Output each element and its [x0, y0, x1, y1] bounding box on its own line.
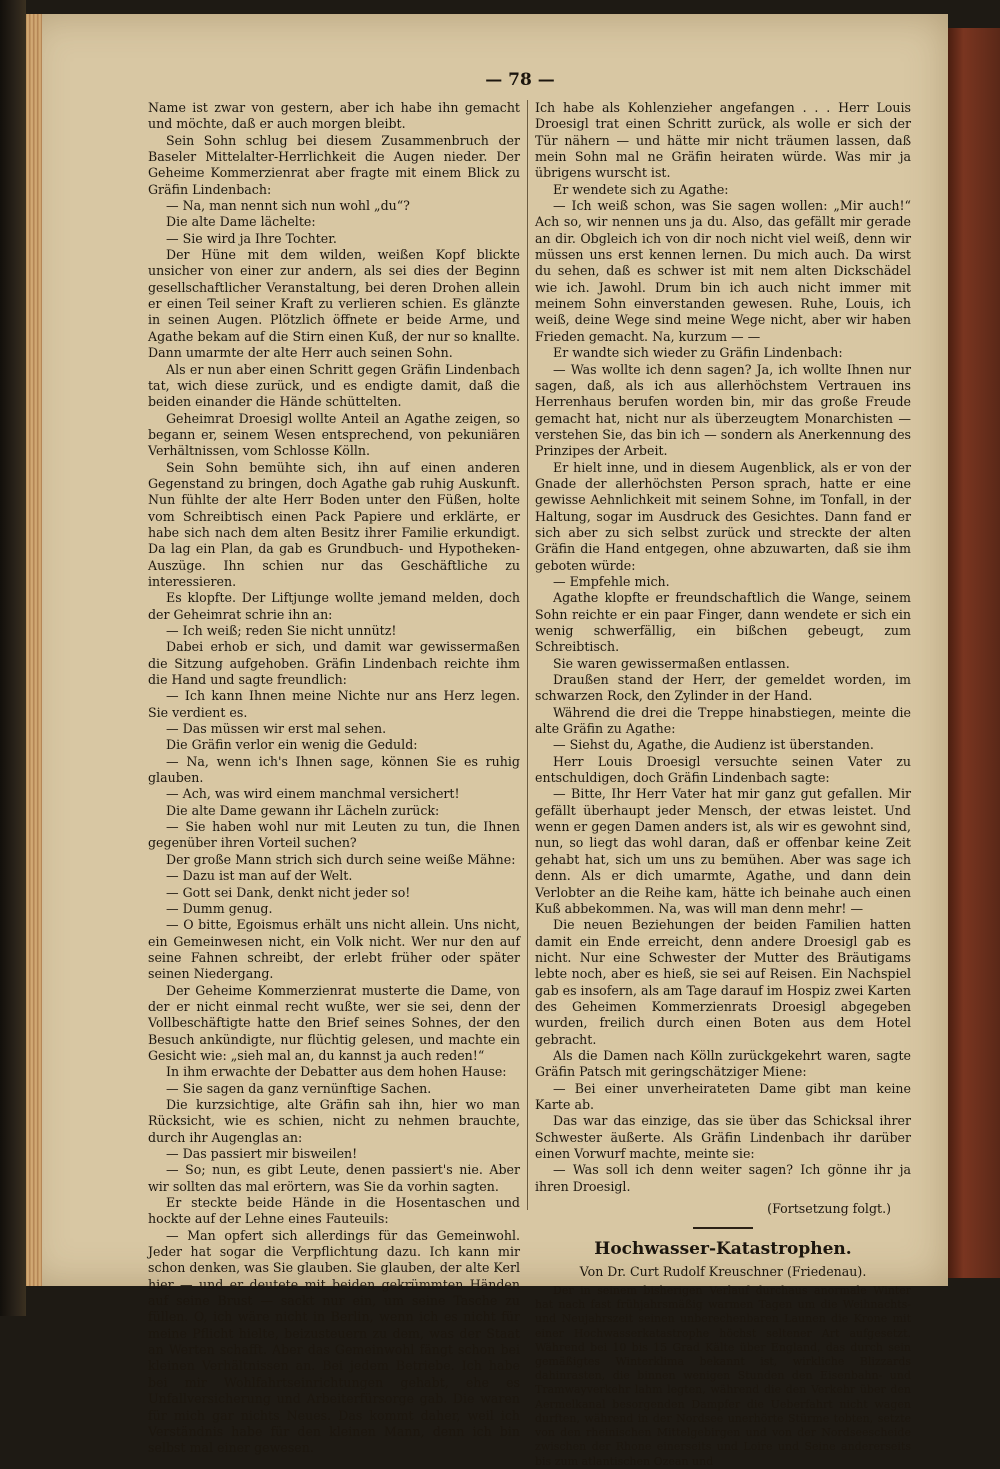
paragraph: Agathe klopfte er freundschaftlich die Wange, seinem Sohn reichte er ein paar Finger, dann wendete er sich ein wenig schwerfällig, ein bißchen gebeugt, zum Schreibtisch.	[535, 590, 911, 655]
paragraph: — Ich kann Ihnen meine Nichte nur ans Herz legen. Sie verdient es.	[148, 688, 520, 720]
paragraph: — Was soll ich denn weiter sagen? Ich gönne ihr ja ihren Droesigl.	[535, 1162, 911, 1194]
paragraph: In ihm erwachte der Debatter aus dem hohen Hause:	[166, 1064, 507, 1080]
paragraph: Die alte Dame gewann ihr Lächeln zurück:	[166, 802, 440, 818]
paragraph: Die Gräfin verlor ein wenig die Geduld:	[166, 737, 418, 753]
paragraph: — Das passiert mir bisweilen!	[166, 1146, 358, 1161]
paragraph: Er wandte sich wieder zu Gräfin Lindenbach:	[553, 345, 843, 361]
paragraph: — Empfehle mich.	[553, 573, 670, 589]
left-column	[148, 100, 520, 1456]
paragraph: Ich habe als Kohlenzieher angefangen . . . Herr Louis Droesigl trat einen Schritt zurück, als wolle er sich der Tür nähern — und hätte mir nicht träumen lassen, daß mein Sohn mal ne Gräfin heiraten würde. Was mir ja übrigens wurscht ist.	[535, 100, 911, 181]
paragraph: — Na, man nennt sich nun wohl „du“?	[166, 198, 410, 214]
paragraph: — Dazu ist man auf der Welt.	[166, 868, 353, 884]
paragraph: Der große Mann strich sich durch seine weiße Mähne:	[166, 851, 516, 867]
paragraph: — Bitte, Ihr Herr Vater hat mir ganz gut gefallen. Mir gefällt überhaupt jeder Mensch, der etwas leistet. Und wenn er gegen Damen anders ist, als wir es gewohnt sind, nun, so liegt das wohl daran, daß er offenbar keine Zeit gehabt hat, sich um uns zu bemühen. Aber was sage ich denn. Als er dich umarmte, Agathe, und dann dein Verlobter an die Reihe kam, hätte ich beinahe auch einen Kuß abbekommen. Na, was will man denn mehr! —	[535, 786, 911, 916]
right-column	[535, 100, 911, 1468]
paragraph: Geheimrat Droesigl wollte Anteil an Agathe zeigen, so begann er, seinem Wesen entsprechend, von pekuniären Verhältnissen, vom Schlosse Kölln.	[148, 410, 520, 459]
paragraph: — Gott sei Dank, denkt nicht jeder so!	[166, 884, 411, 900]
paragraph: — Sie sagen da ganz vernünftige Sachen.	[166, 1080, 432, 1096]
paragraph: Als die Damen nach Kölln zurückgekehrt waren, sagte Gräfin Patsch mit geringschätziger Miene:	[535, 1047, 911, 1080]
paragraph: — Das müssen wir erst mal sehen.	[166, 721, 387, 737]
paragraph: Die neuen Beziehungen der beiden Familien hatten damit ein Ende erreicht, denn andere Droesigl gab es nicht. Nur eine Schwester der Mutter des Bräutigams lebte noch, aber es hieß, sie sei auf Reisen. Ein Nachspiel gab es insofern, als am Tage darauf im Hospiz zwei Karten des Geheimen Kommerzienrats Droesigl abgegeben wurden, freilich durch einen Boten aus dem Hotel gebracht.	[535, 917, 911, 1047]
paragraph: Die kurzsichtige, alte Gräfin sah ihn, hier wo man Rücksicht, wie es schien, nicht zu nehmen brauchte, durch ihr Augenglas an:	[148, 1096, 520, 1145]
continued-note: (Fortsetzung folgt.)	[767, 1201, 891, 1217]
paragraph: Während die drei die Treppe hinabstiegen, meinte die alte Gräfin zu Agathe:	[535, 704, 911, 737]
paragraph: — Dumm genug.	[166, 900, 273, 916]
paragraph: Das war das einzige, das sie über das Schicksal ihrer Schwester äußerte. Als Gräfin Lindenbach ihr darüber einen Vorwurf machte, meinte sie:	[535, 1113, 911, 1161]
cover-edge	[948, 28, 1000, 1278]
paragraph: Als er nun aber einen Schritt gegen Gräfin Lindenbach tat, wich diese zurück, und es endigte damit, daß die beiden einander die Hände schüttelten.	[148, 361, 520, 410]
paragraph: — Ich weiß; reden Sie nicht unnütz!	[166, 623, 397, 638]
book-binding	[0, 0, 26, 1316]
paragraph: Er hielt inne, und in diesem Augenblick, als er von der Gnade der allerhöchsten Person sprach, hatte er eine gewisse Aehnlichkeit mit seinem Sohne, im Tonfall, in der Haltung, sogar im Ausdruck des Gesichtes. Dann fand er sich aber zu sich selbst zurück und streckte der alten Gräfin die Hand entgegen, ohne abzuwarten, daß sie ihm geboten würde:	[535, 459, 911, 573]
article-byline: Von Dr. Curt Rudolf Kreuschner (Friedenau).	[579, 1263, 867, 1279]
paragraph: — Ach, was wird einem manchmal versichert!	[166, 786, 460, 802]
section-rule	[693, 1227, 753, 1229]
paragraph: — Sie haben wohl nur mit Leuten zu tun, die Ihnen gegenüber ihren Vorteil suchen?	[148, 819, 520, 851]
paragraph: Draußen stand der Herr, der gemeldet worden, im schwarzen Rock, den Zylinder in der Hand.	[535, 672, 911, 704]
paragraph: Der in seinem bisherigen Verlauf durchaus anormale Winter hat nach fast frühjahrsmäßig warmen Tagen um die Weihnachts- und Neujahrszeit seinen unberechenbaren Launen die Krone mit einer Hochwasserkatastrophe höchst seltener Art aufgesetzt. Während bei 10 bis 15 Grad Kälte über England, das durch sein gemäßigtes Winterklima bekannt ist, wirkliche Blizzards dahinrasten, die binnen wenigen Stunden den Eisenbahn- und Tramwayverkehr lahm legten, während die den Verkehr über den Aermelkanal besorgenden Dampfer die Ueberfahrt nicht wagen durften, während in der Nordsee unerhörte Stürme tobten, setzte von den rheinischen Mittelgebirgen und von der Nordseescheide zwischen der Rhone einerseits und Loire und Seine andererseits bis zum atlantischen Ozean und	[535, 1284, 911, 1468]
paragraph: Dabei erhob er sich, und damit war gewissermaßen die Sitzung aufgehoben. Gräfin Lindenbach reichte ihm die Hand und sagte freundlich:	[148, 639, 520, 688]
paragraph: — Man opfert sich allerdings für das Gemeinwohl. Jeder hat sogar die Verpflichtung dazu. Ich kann mir schon denken, was Sie glauben. Sie glauben, der alte Kerl hier — und er deutete mit beiden gekrümmten Händen auf seine Brust — sackt nur ein, um seine Tasche zu füllen. O, ich wäre nicht in Berlin, wenn ich es nicht für meine Pflicht hielte, beizusteuern zu dem, was der Staat an Werten schafft. Aber das Gemeinwohl fängt schon bei kleinen Verhältnissen an. Bei jedem Betriebe. Ich habe bei mir Wohlfahrtseinrichtungen gehabt, ehe es Unfallversicherung und Arbeiterfürsorge gab. Die waren für mich gar nichts Neues. Das kommt daher, weil ich Verständnis habe für den kleinen Mann, denn ich bin selbst mal einer gewesen.	[148, 1227, 520, 1456]
paragraph: — O bitte, Egoismus erhält uns nicht allein. Uns nicht, ein Gemeinwesen nicht, ein Volk nicht. Wer nur den auf seine Fahnen schreibt, der erlebt früher oder später seinen Niedergang.	[148, 917, 520, 982]
paragraph: Sein Sohn bemühte sich, ihn auf einen anderen Gegenstand zu bringen, doch Agathe gab ruhig Auskunft. Nun fühlte der alte Herr Boden unter den Füßen, holte vom Schreibtisch einen Pack Papiere und erklärte, er habe sich nach dem alten Besitz ihrer Familie erkundigt. Da lag ein Plan, da gab es Grundbuch- und Hypotheken-Auszüge. Ihn schien nur das Geschäftliche zu interessieren.	[148, 459, 520, 589]
page-number: — 78 —	[485, 70, 555, 90]
paragraph: Es klopfte. Der Liftjunge wollte jemand melden, doch der Geheimrat schrie ihn an:	[148, 590, 520, 622]
paragraph: Er steckte beide Hände in die Hosentaschen und hockte auf der Lehne eines Fauteuils:	[148, 1195, 520, 1227]
paragraph: — So; nun, es gibt Leute, denen passiert's nie. Aber wir sollten das mal erörtern, was Sie da vorhin sagten.	[148, 1162, 520, 1194]
paragraph: Sein Sohn schlug bei diesem Zusammenbruch der Baseler Mittelalter-Herrlichkeit die Augen nieder. Der Geheime Kommerzienrat aber fragte mit einem Blick zu Gräfin Lindenbach:	[148, 132, 520, 197]
paragraph: — Ich weiß schon, was Sie sagen wollen: „Mir auch!“ Ach so, wir nennen uns ja du. Also, das gefällt mir gerade an dir. Obgleich ich von dir noch nicht viel weiß, denn wir müssen uns erst kennen lernen. Du mich auch. Da wirst du sehen, daß es schwer ist mit nem alten Dickschädel wie ich. Jawohl. Drum bin ich auch nicht immer mit meinem Sohn einverstanden gewesen. Ruhe, Louis, ich weiß, deine Wege sind meine Wege nicht, aber wir haben Frieden gemacht. Na, kurzum — —	[535, 198, 911, 344]
paragraph: — Was wollte ich denn sagen? Ja, ich wollte Ihnen nur sagen, daß, als ich aus allerhöchstem Vertrauen ins Herrenhaus berufen worden bin, mir das große Freude gemacht hat, nicht nur als überzeugtem Monarchisten — verstehen Sie, das bin ich — sondern als Anerkennung des Prinzipes der Arbeit.	[535, 361, 911, 459]
paragraph: Er wendete sich zu Agathe:	[553, 181, 729, 197]
paragraph: — Siehst du, Agathe, die Audienz ist überstanden.	[553, 737, 874, 753]
paragraph: Der Hüne mit dem wilden, weißen Kopf blickte unsicher von einer zur andern, als sei dies der Beginn gesellschaftlicher Veranstaltung, bei deren Drohen allein er einen Teil seiner Kraft zu verlieren schien. Es glänzte in seinen Augen. Plötzlich öffnete er beide Arme, und Agathe bekam auf die Stirn einen Kuß, der nur so knallte. Dann umarmte der alte Herr auch seinen Sohn.	[148, 247, 520, 361]
paragraph: — Bei einer unverheirateten Dame gibt man keine Karte ab.	[535, 1080, 911, 1112]
column-divider	[527, 100, 528, 1210]
paragraph: — Sie wird ja Ihre Tochter.	[166, 230, 337, 246]
paragraph: Die alte Dame lächelte:	[166, 214, 316, 230]
page-stack-edge	[26, 14, 42, 1286]
article-body	[535, 1284, 911, 1469]
paragraph: Herr Louis Droesigl versuchte seinen Vater zu entschuldigen, doch Gräfin Lindenbach sagte:	[535, 753, 911, 786]
paragraph: Name ist zwar von gestern, aber ich habe ihn gemacht und möchte, daß er auch morgen bleibt.	[148, 100, 520, 132]
paragraph: — Na, wenn ich's Ihnen sage, können Sie es ruhig glauben.	[148, 753, 520, 786]
paragraph: Der Geheime Kommerzienrat musterte die Dame, von der er nicht einmal recht wußte, wer sie sei, denn der Vollbeschäftigte hatte den Brief seines Sohnes, der den Besuch ankündigte, nur flüchtig gelesen, und machte ein Gesicht wie: „sieh mal an, du kannst ja auch reden!“	[148, 982, 520, 1063]
paragraph: Sie waren gewissermaßen entlassen.	[553, 655, 790, 671]
article-title: Hochwasser-Katastrophen.	[594, 1239, 852, 1260]
